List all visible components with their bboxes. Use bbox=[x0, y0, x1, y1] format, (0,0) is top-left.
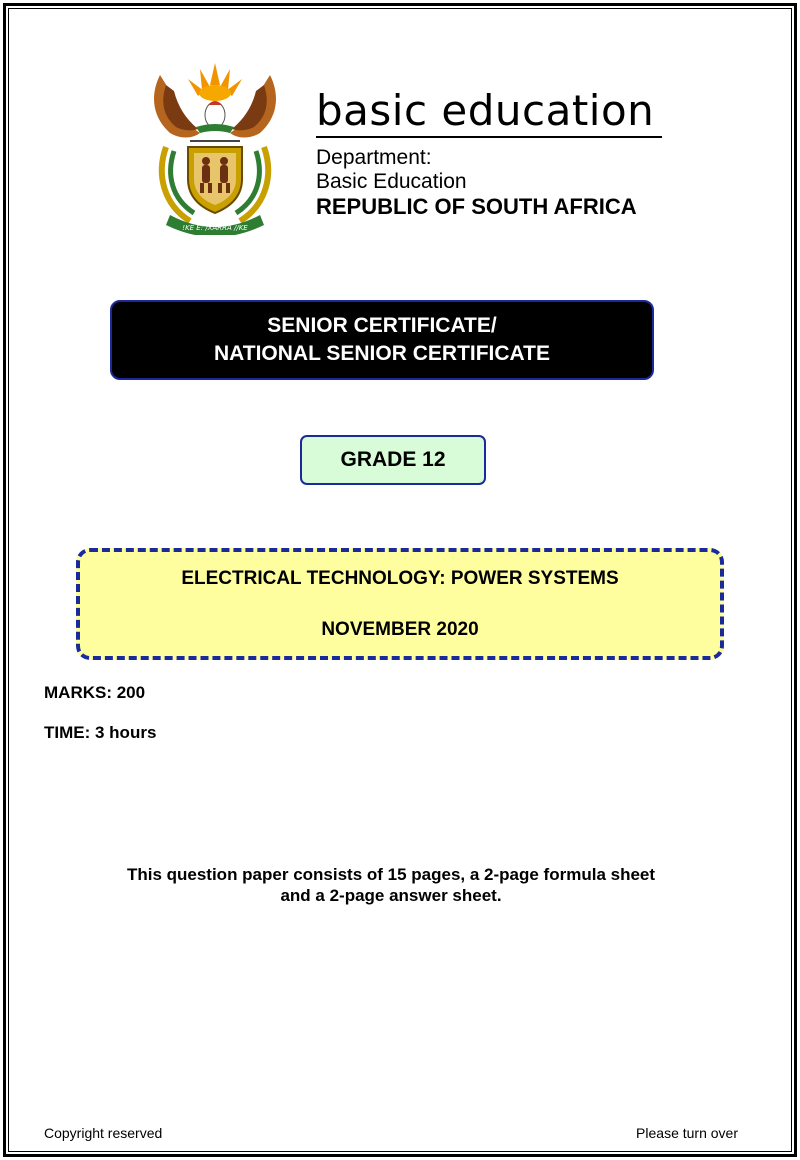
brand-rule bbox=[316, 136, 662, 138]
svg-text:!KE E: /XARRA //KE: !KE E: /XARRA //KE bbox=[182, 224, 248, 232]
copyright-notice: Copyright reserved bbox=[44, 1125, 163, 1141]
paper-description-line-1: This question paper consists of 15 pages, a 2-page formula sheet bbox=[126, 865, 656, 884]
brand-title: basic education bbox=[316, 86, 655, 135]
country-name: REPUBLIC OF SOUTH AFRICA bbox=[316, 194, 637, 219]
coat-of-arms-icon bbox=[140, 55, 290, 235]
certificate-line-1: SENIOR CERTIFICATE/ bbox=[267, 314, 497, 337]
certificate-line-2: NATIONAL SENIOR CERTIFICATE bbox=[214, 342, 550, 365]
time-label: TIME: 3 hours bbox=[44, 723, 157, 742]
paper-description bbox=[60, 864, 722, 906]
marks-label: MARKS: 200 bbox=[44, 683, 146, 702]
subject-box bbox=[76, 548, 724, 660]
certificate-banner bbox=[110, 300, 654, 380]
exam-date: NOVEMBER 2020 bbox=[321, 619, 479, 640]
department-name: Basic Education bbox=[316, 170, 467, 193]
department-label: Department: bbox=[316, 146, 432, 169]
subject-title: ELECTRICAL TECHNOLOGY: POWER SYSTEMS bbox=[181, 568, 619, 589]
paper-description-line-2: and a 2-page answer sheet. bbox=[280, 886, 502, 905]
grade-badge: GRADE 12 bbox=[300, 435, 486, 485]
turn-over-notice: Please turn over bbox=[636, 1125, 738, 1141]
